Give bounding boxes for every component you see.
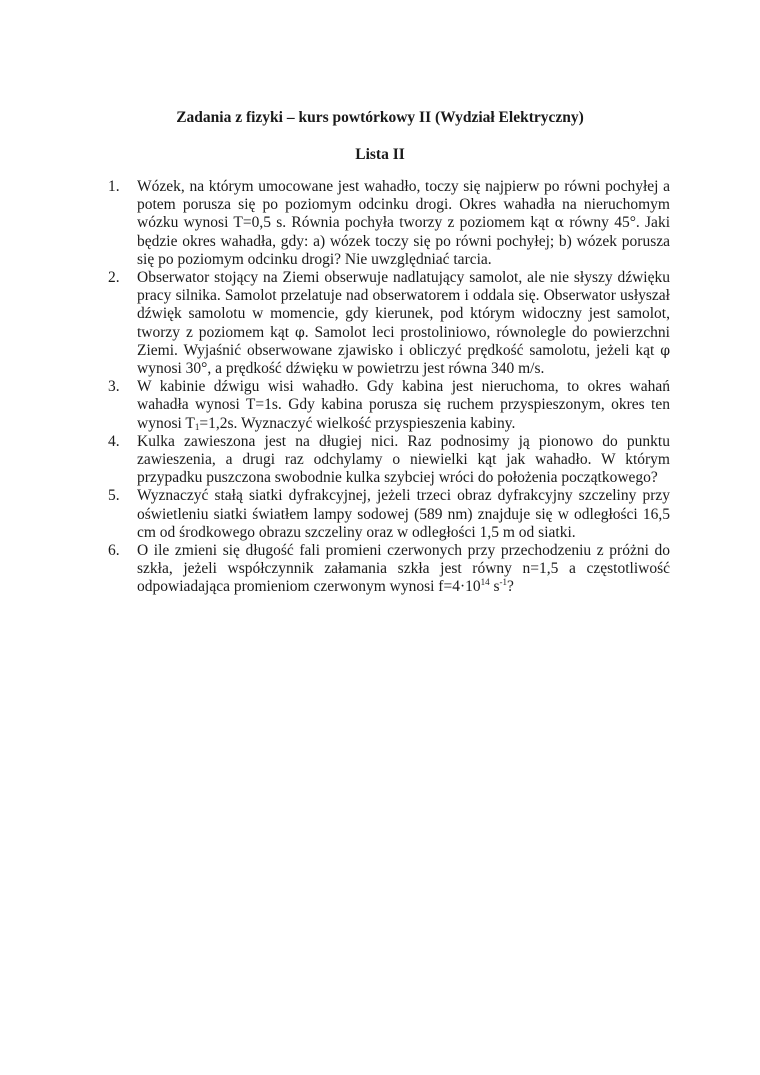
superscript: -1: [499, 577, 508, 588]
problem-text-segment: Obserwator stojący na Ziemi obserwuje nadlatujący samolot, ale nie słyszy dźwięku pracy silnika. Samolot przelatuje nad obserwatorem i oddala się. Obserwator usłyszał dźwięk samolotu w momencie, gdy kierunek, pod którym widoczny jest samolot, tworzy z poziomem kąt: [137, 269, 670, 341]
list-heading: Lista II: [355, 146, 405, 163]
phi-symbol: φ: [660, 342, 670, 359]
problem-text-segment: Wózek, na którym umocowane jest wahadło, toczy się najpierw po równi pochyłej a potem porusza się po poziomym odcinku drogi. Okres wahadła na nieruchomym wózku wynosi T=0,5 s. Równia pochyła tworzy z poziomem kąt: [137, 178, 670, 232]
problem-text: [137, 542, 670, 597]
problem-number: 3.: [108, 378, 120, 396]
problem-text-segment: ?: [507, 578, 514, 596]
problem-text-segment: s: [489, 578, 500, 596]
problem-item-5: [108, 487, 670, 542]
problem-text-segment: =1,2s. Wyznaczyć wielkość przyspieszenia kabiny.: [199, 414, 516, 432]
problem-item-6: [108, 542, 670, 597]
problem-number: 6.: [108, 542, 120, 560]
superscript: 14: [480, 577, 490, 588]
problem-text-segment: wynosi 30°, a prędkość dźwięku w powietrzu jest równa 340 m/s.: [137, 360, 545, 378]
problem-text: [137, 487, 670, 542]
problem-number: 1.: [108, 178, 120, 195]
subscript: 1: [194, 421, 200, 432]
problem-text-segment: Kulka zawieszona jest na długiej nici. Raz podnosimy ją pionowo do punktu zawieszenia, a drugi raz odchylamy o niewielki kąt jak wahadło. W którym przypadku puszczona swobodnie kulka szybciej wróci do położenia początkowego?: [137, 432, 670, 487]
problem-text-segment: Wyznaczyć stałą siatki dyfrakcyjnej, jeżeli trzeci obraz dyfrakcyjny szczeliny przy oświetleniu siatki światłem lampy sodowej (589 nm) znajduje się w odległości 16,5 cm od środkowego obrazu szczeliny oraz w odległości 1,5 m od siatki.: [137, 487, 670, 541]
problem-number: 4.: [108, 432, 120, 450]
problem-text: [137, 378, 670, 433]
problem-number: 2.: [108, 269, 120, 287]
document-title: Zadania z fizyki – kurs powtórkowy II (Wydział Elektryczny): [176, 109, 584, 126]
problem-list: [108, 178, 670, 597]
problem-text-segment: O ile zmieni się długość fali promieni czerwonych przy przechodzeniu z próżni do szkła, jeżeli współczynnik załamania szkła jest równy n=1,5 a częstotliwość odpowiadająca promieniom czerwonym wynosi f=4·10: [137, 542, 670, 596]
problem-text: [137, 269, 670, 378]
problem-text: [137, 178, 670, 269]
problem-text: [137, 433, 670, 488]
problem-text-segment: W kabinie dźwigu wisi wahadło. Gdy kabina jest nieruchoma, to okres wahań wahadła wynosi T=1s. Gdy kabina porusza się ruchem przyspieszonym, okres ten wynosi T: [137, 378, 670, 432]
problem-number: 5.: [108, 487, 120, 505]
problem-item-3: [108, 378, 670, 433]
alpha-symbol: α: [554, 215, 565, 232]
problem-item-1: [108, 178, 670, 269]
problem-item-4: [108, 433, 670, 488]
phi-symbol: φ: [294, 324, 305, 341]
problem-text-segment: . Samolot leci prostoliniowo, równolegle do powierzchni Ziemi. Wyjaśnić obserwowane zjawisko i obliczyć prędkość samolotu, jeżeli kąt: [137, 323, 670, 359]
problem-item-2: [108, 269, 670, 378]
problem-text-segment: równy 45°. Jaki będzie okres wahadła, gdy: a) wózek toczy się po równi pochyłej; b) wózek porusza się po poziomym odcinku drogi? Nie uwzględniać tarcia.: [137, 214, 670, 268]
